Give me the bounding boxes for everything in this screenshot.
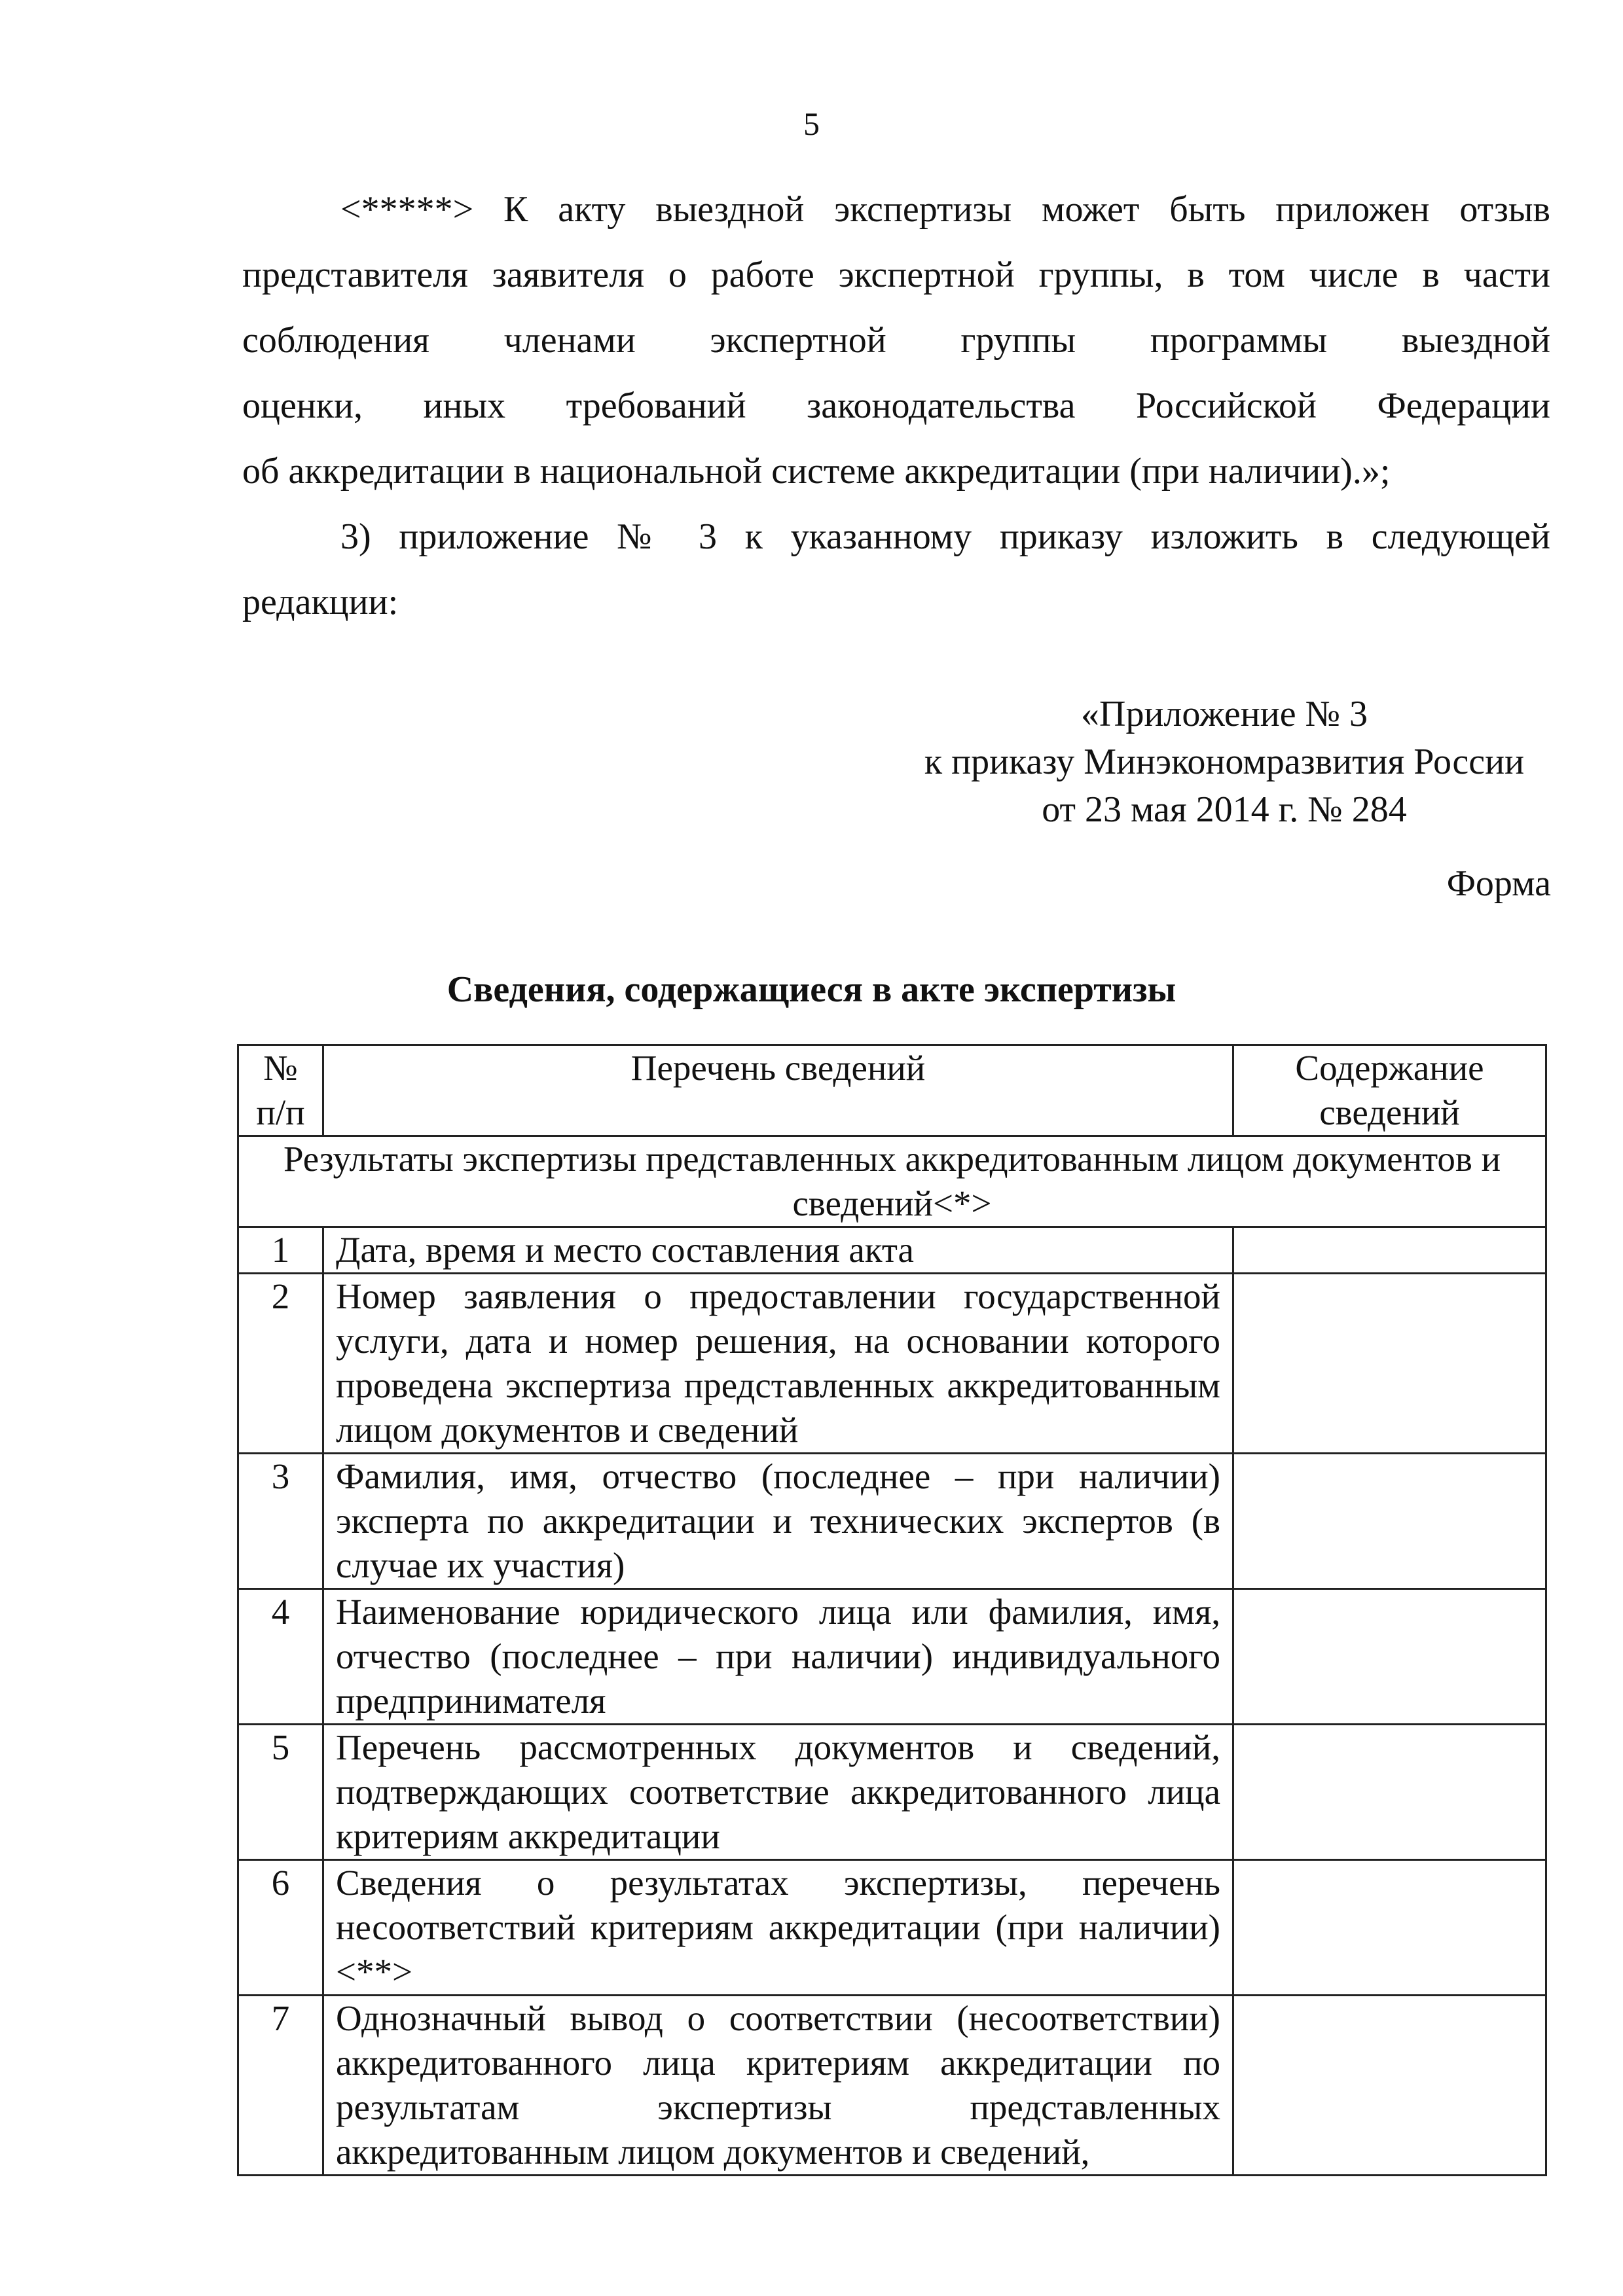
appendix-line: «Приложение № 3 <box>1081 694 1368 734</box>
row-number: 6 <box>238 1860 323 1996</box>
item-3-paragraph <box>242 504 1550 635</box>
row-content-cell <box>1233 1725 1546 1860</box>
text-line: 3) приложение № 3 к указанному приказу изложить в следующей <box>340 516 1550 557</box>
row-content-cell <box>1233 1454 1546 1589</box>
row-number: 4 <box>238 1589 323 1725</box>
form-label: Форма <box>1446 863 1551 904</box>
section-row <box>238 1136 1546 1227</box>
appendix-header <box>903 691 1545 834</box>
row-text: Фамилия, имя, отчество (последнее – при наличии) эксперта по аккредитации и технических экспертов (в случае их участия) <box>323 1454 1233 1589</box>
section-title: Результаты экспертизы представленных аккредитованным лицом документов и сведений<*> <box>238 1136 1546 1227</box>
table-row <box>238 1589 1546 1725</box>
appendix-line: к приказу Минэкономразвития России <box>924 742 1525 782</box>
row-number: 7 <box>238 1996 323 2176</box>
header-content: Содержание сведений <box>1233 1045 1546 1136</box>
text-line: <*****> К акту выездной экспертизы может быть приложен отзыв <box>340 189 1550 230</box>
row-content-cell <box>1233 1274 1546 1454</box>
row-content-cell <box>1233 1589 1546 1725</box>
appendix-line: от 23 мая 2014 г. № 284 <box>1042 789 1407 830</box>
footnote-paragraph <box>242 177 1550 504</box>
text-line: соблюдения членами экспертной группы программы выездной <box>242 320 1550 361</box>
header-list: Перечень сведений <box>323 1045 1233 1136</box>
row-content-cell <box>1233 1996 1546 2176</box>
text-line: редакции: <box>242 582 399 622</box>
row-number: 5 <box>238 1725 323 1860</box>
row-number: 1 <box>238 1227 323 1274</box>
table-row <box>238 1996 1546 2176</box>
row-text: Перечень рассмотренных документов и сведений, подтверждающих соответствие аккредитованного лица критериям аккредитации <box>323 1725 1233 1860</box>
row-number: 3 <box>238 1454 323 1589</box>
text-line: об аккредитации в национальной системе аккредитации (при наличии).»; <box>242 451 1391 492</box>
info-table <box>237 1044 1547 2176</box>
table-header-row <box>238 1045 1546 1136</box>
row-number: 2 <box>238 1274 323 1454</box>
table-title: Сведения, содержащиеся в акте экспертизы <box>447 969 1176 1010</box>
table-row <box>238 1227 1546 1274</box>
table-row <box>238 1454 1546 1589</box>
text-line: оценки, иных требований законодательства Российской Федерации <box>242 386 1550 426</box>
row-content-cell <box>1233 1860 1546 1996</box>
table-row <box>238 1725 1546 1860</box>
table-row <box>238 1274 1546 1454</box>
row-content-cell <box>1233 1227 1546 1274</box>
row-text: Сведения о результатах экспертизы, перечень несоответствий критериям аккредитации (при наличии) <**> <box>323 1860 1233 1996</box>
page-number: 5 <box>803 105 820 142</box>
row-text: Номер заявления о предоставлении государственной услуги, дата и номер решения, на основании которого проведена экспертиза представленных аккредитованным лицом документов и сведений <box>323 1274 1233 1454</box>
text-line: представителя заявителя о работе экспертной группы, в том числе в части <box>242 255 1550 295</box>
row-text: Дата, время и место составления акта <box>323 1227 1233 1274</box>
header-num: № п/п <box>238 1045 323 1136</box>
table-row <box>238 1860 1546 1996</box>
row-text: Однозначный вывод о соответствии (несоответствии) аккредитованного лица критериям аккредитации по результатам экспертизы представленных аккредитованным лицом документов и сведений, <box>323 1996 1233 2176</box>
row-text: Наименование юридического лица или фамилия, имя, отчество (последнее – при наличии) индивидуального предпринимателя <box>323 1589 1233 1725</box>
